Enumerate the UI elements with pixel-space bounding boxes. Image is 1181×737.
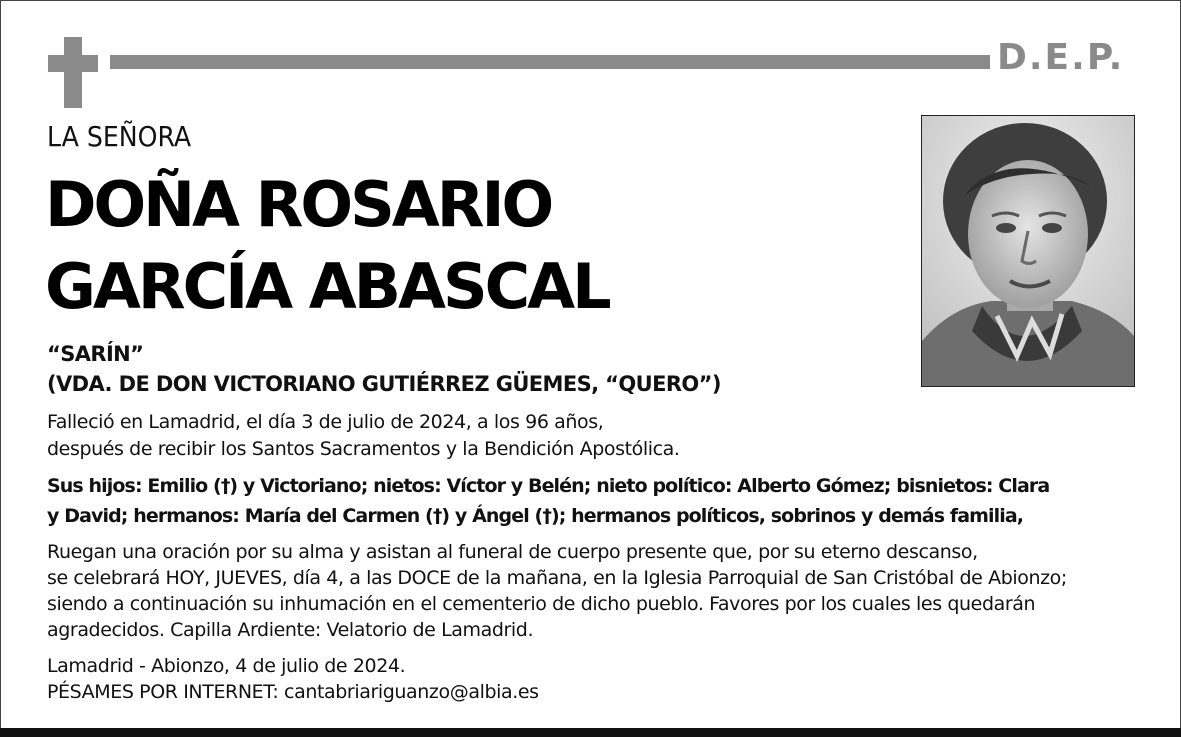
family-line1: Sus hijos: Emilio (†) y Victoriano; nietos: Víctor y Belén; nieto político: Alberto Gómez; bisnietos: Clara <box>47 475 1050 497</box>
dep-label: D.E.P. <box>997 37 1125 78</box>
death-notice-line2: después de recibir los Santos Sacramentos y la Bendición Apostólica. <box>47 438 680 460</box>
portrait-photo <box>921 115 1135 387</box>
deceased-name-line2: GARCÍA ABASCAL <box>45 250 609 323</box>
header-rule <box>110 55 990 69</box>
honorific: LA SEÑORA <box>47 120 192 153</box>
prayer-line1: Ruegan una oración por su alma y asistan al funeral de cuerpo presente que, por su eterno descanso, <box>47 541 978 563</box>
family-line2: y David; hermanos: María del Carmen (†) y Ángel (†); hermanos políticos, sobrinos y demás familia, <box>47 505 1024 527</box>
deceased-name-line1: DOÑA ROSARIO <box>45 168 552 241</box>
prayer-line2: se celebrará HOY, JUEVES, día 4, a las DOCE de la mañana, en la Iglesia Parroquial de San Cristóbal de Abionzo; <box>47 567 1067 589</box>
death-notice-line1: Falleció en Lamadrid, el día 3 de julio de 2024, a los 96 años, <box>47 411 604 433</box>
nickname: “SARÍN” <box>47 342 144 366</box>
widow-of: (VDA. DE DON VICTORIANO GUTIÉRREZ GÜEMES, “QUERO”) <box>47 372 721 396</box>
prayer-line4: agradecidos. Capilla Ardiente: Velatorio de Lamadrid. <box>47 619 534 641</box>
bottom-bar <box>0 728 1181 737</box>
place-date: Lamadrid - Abionzo, 4 de julio de 2024. <box>47 655 406 677</box>
condolences-email: PÉSAMES POR INTERNET: cantabriariguanzo@albia.es <box>47 681 539 703</box>
prayer-line3: siendo a continuación su inhumación en el cementerio de dicho pueblo. Favores por los cuales les quedarán <box>47 593 1036 615</box>
